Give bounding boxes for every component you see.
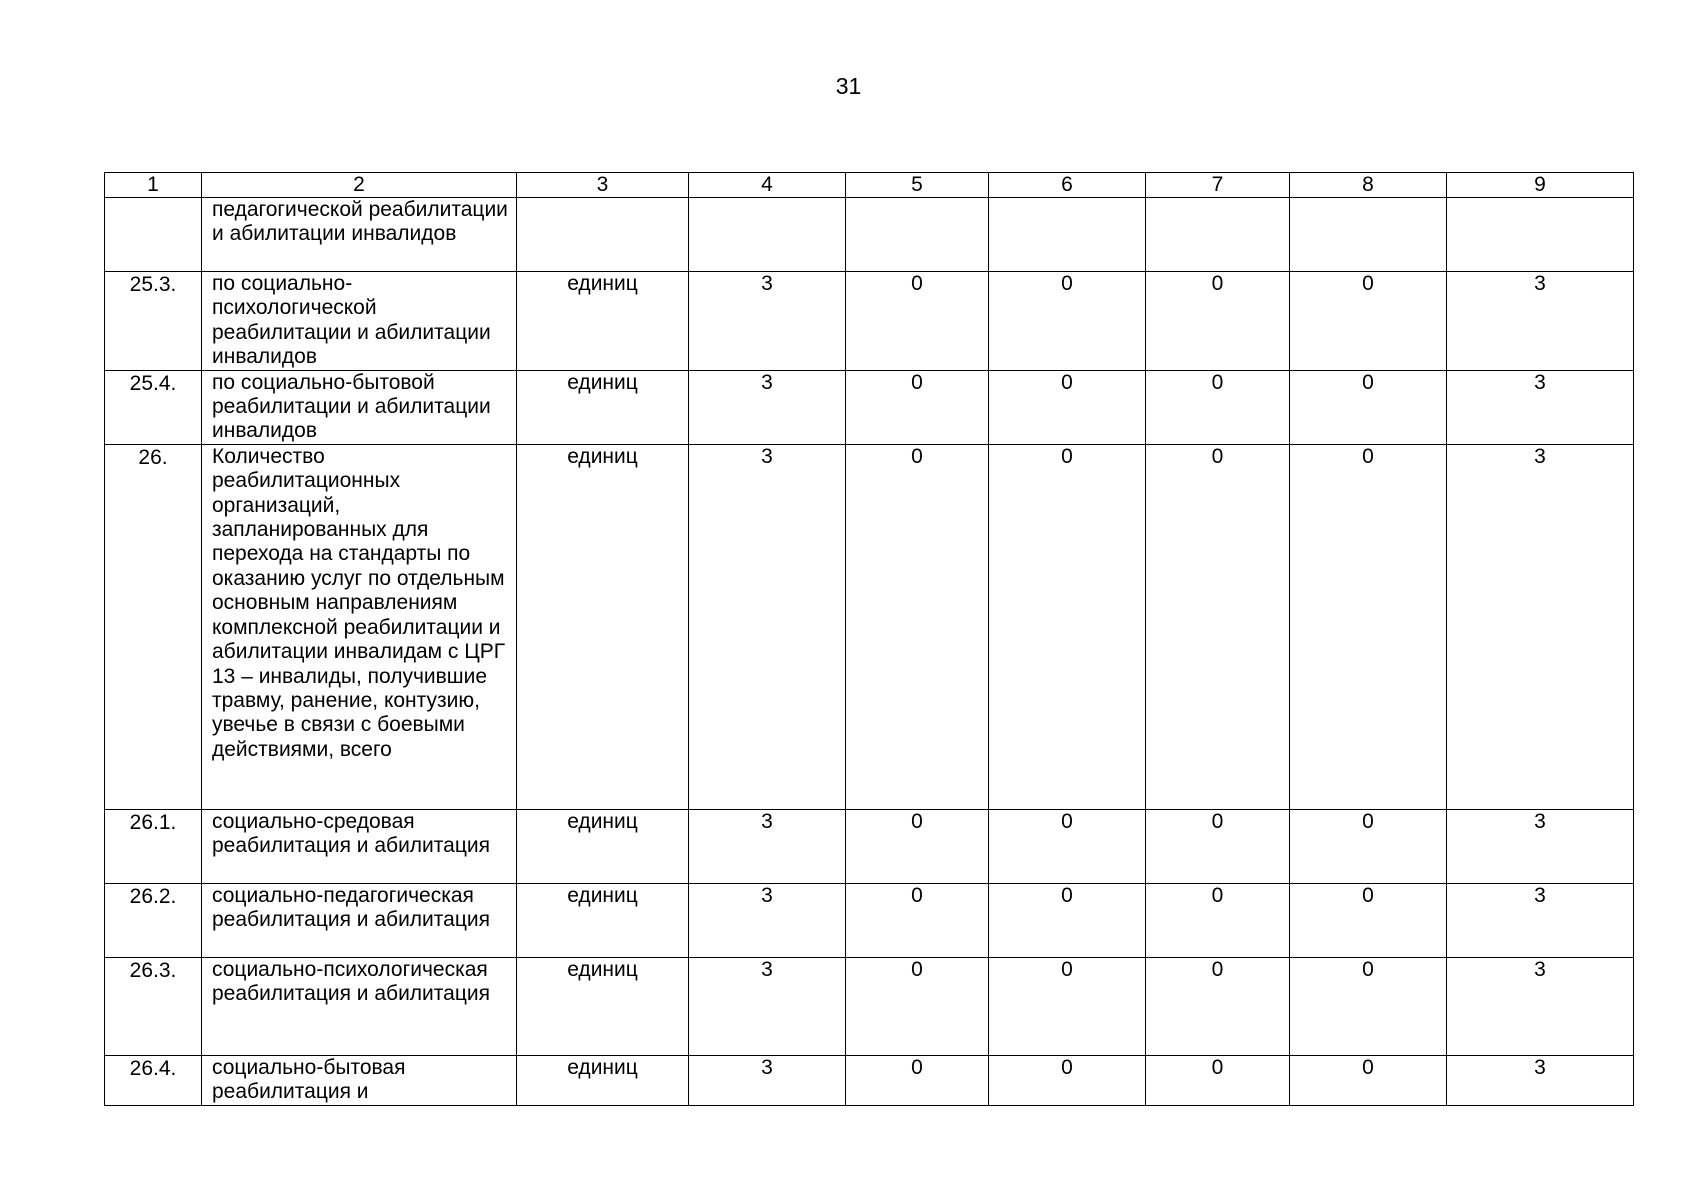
row-value: 0 bbox=[1290, 444, 1447, 809]
column-header: 6 bbox=[989, 173, 1146, 198]
row-value bbox=[846, 198, 989, 272]
row-name: социально-педагогическая реабилитация и абилитация bbox=[202, 883, 517, 957]
row-value: 3 bbox=[1447, 809, 1634, 883]
row-value bbox=[689, 198, 846, 272]
row-unit: единиц bbox=[517, 809, 689, 883]
row-number bbox=[105, 198, 202, 272]
row-number: 26.4. bbox=[105, 1055, 202, 1105]
row-name: по социально-психологической реабилитации и абилитации инвалидов bbox=[202, 272, 517, 371]
row-number: 26.2. bbox=[105, 883, 202, 957]
row-value: 3 bbox=[1447, 1055, 1634, 1105]
row-value: 0 bbox=[1290, 272, 1447, 371]
row-number: 26. bbox=[105, 444, 202, 809]
row-value: 0 bbox=[846, 444, 989, 809]
row-name: по социально-бытовой реабилитации и абилитации инвалидов bbox=[202, 370, 517, 444]
row-value: 0 bbox=[989, 809, 1146, 883]
row-unit: единиц bbox=[517, 370, 689, 444]
row-value bbox=[1146, 198, 1290, 272]
row-name: социально-средовая реабилитация и абилитация bbox=[202, 809, 517, 883]
row-name: педагогической реабилитации и абилитации инвалидов bbox=[202, 198, 517, 272]
row-unit bbox=[517, 198, 689, 272]
table-header-row bbox=[105, 173, 1634, 198]
row-unit: единиц bbox=[517, 444, 689, 809]
table-row bbox=[105, 370, 1634, 444]
row-value: 0 bbox=[989, 272, 1146, 371]
row-value: 0 bbox=[846, 1055, 989, 1105]
row-value: 0 bbox=[989, 883, 1146, 957]
row-value: 0 bbox=[846, 272, 989, 371]
row-value: 0 bbox=[1146, 272, 1290, 371]
row-value: 3 bbox=[1447, 957, 1634, 1055]
row-value: 0 bbox=[1290, 957, 1447, 1055]
row-value: 3 bbox=[1447, 272, 1634, 371]
row-name: социально-бытовая реабилитация и bbox=[202, 1055, 517, 1105]
table-row bbox=[105, 883, 1634, 957]
row-value: 3 bbox=[1447, 883, 1634, 957]
row-value: 0 bbox=[1290, 370, 1447, 444]
row-unit: единиц bbox=[517, 883, 689, 957]
row-name: Количество реабилитационных организаций, запланированных для перехода на стандарты по оказанию услуг по отдельным основным направлениям комплексной реабилитации и абилитации инвалидам с ЦРГ 13 – инвалиды, получившие травму, ранение, контузию, увечье в связи с боевыми действиями, всего bbox=[202, 444, 517, 809]
column-header: 4 bbox=[689, 173, 846, 198]
row-value: 3 bbox=[1447, 370, 1634, 444]
column-header: 8 bbox=[1290, 173, 1447, 198]
row-value: 0 bbox=[989, 370, 1146, 444]
row-value: 0 bbox=[846, 957, 989, 1055]
row-value bbox=[989, 198, 1146, 272]
row-number: 26.3. bbox=[105, 957, 202, 1055]
table-row bbox=[105, 198, 1634, 272]
row-value: 0 bbox=[989, 1055, 1146, 1105]
row-value bbox=[1290, 198, 1447, 272]
table-row bbox=[105, 957, 1634, 1055]
row-value: 0 bbox=[1146, 444, 1290, 809]
row-unit: единиц bbox=[517, 957, 689, 1055]
row-value: 3 bbox=[1447, 444, 1634, 809]
table-row bbox=[105, 1055, 1634, 1105]
row-value: 0 bbox=[1146, 883, 1290, 957]
row-value: 3 bbox=[689, 272, 846, 371]
row-value: 0 bbox=[989, 444, 1146, 809]
row-value: 0 bbox=[1290, 809, 1447, 883]
row-value: 0 bbox=[989, 957, 1146, 1055]
column-header: 5 bbox=[846, 173, 989, 198]
column-header: 7 bbox=[1146, 173, 1290, 198]
column-header: 2 bbox=[202, 173, 517, 198]
row-name: социально-психологическая реабилитация и абилитация bbox=[202, 957, 517, 1055]
table-row bbox=[105, 809, 1634, 883]
table-row bbox=[105, 444, 1634, 809]
row-value: 3 bbox=[689, 883, 846, 957]
row-unit: единиц bbox=[517, 272, 689, 371]
row-value: 0 bbox=[1290, 883, 1447, 957]
row-value: 0 bbox=[1146, 370, 1290, 444]
row-value: 0 bbox=[846, 883, 989, 957]
row-value: 3 bbox=[689, 1055, 846, 1105]
row-value: 0 bbox=[1146, 1055, 1290, 1105]
row-value: 3 bbox=[689, 444, 846, 809]
row-number: 26.1. bbox=[105, 809, 202, 883]
column-header: 3 bbox=[517, 173, 689, 198]
data-table bbox=[104, 172, 1634, 1106]
row-value: 3 bbox=[689, 957, 846, 1055]
column-header: 9 bbox=[1447, 173, 1634, 198]
row-number: 25.3. bbox=[105, 272, 202, 371]
column-header: 1 bbox=[105, 173, 202, 198]
row-value: 0 bbox=[846, 370, 989, 444]
row-value: 0 bbox=[1290, 1055, 1447, 1105]
page-number: 31 bbox=[835, 73, 862, 99]
row-value: 0 bbox=[1146, 809, 1290, 883]
row-value: 0 bbox=[846, 809, 989, 883]
row-value: 0 bbox=[1146, 957, 1290, 1055]
row-value: 3 bbox=[689, 809, 846, 883]
row-value bbox=[1447, 198, 1634, 272]
row-value: 3 bbox=[689, 370, 846, 444]
row-number: 25.4. bbox=[105, 370, 202, 444]
table-row bbox=[105, 272, 1634, 371]
row-unit: единиц bbox=[517, 1055, 689, 1105]
